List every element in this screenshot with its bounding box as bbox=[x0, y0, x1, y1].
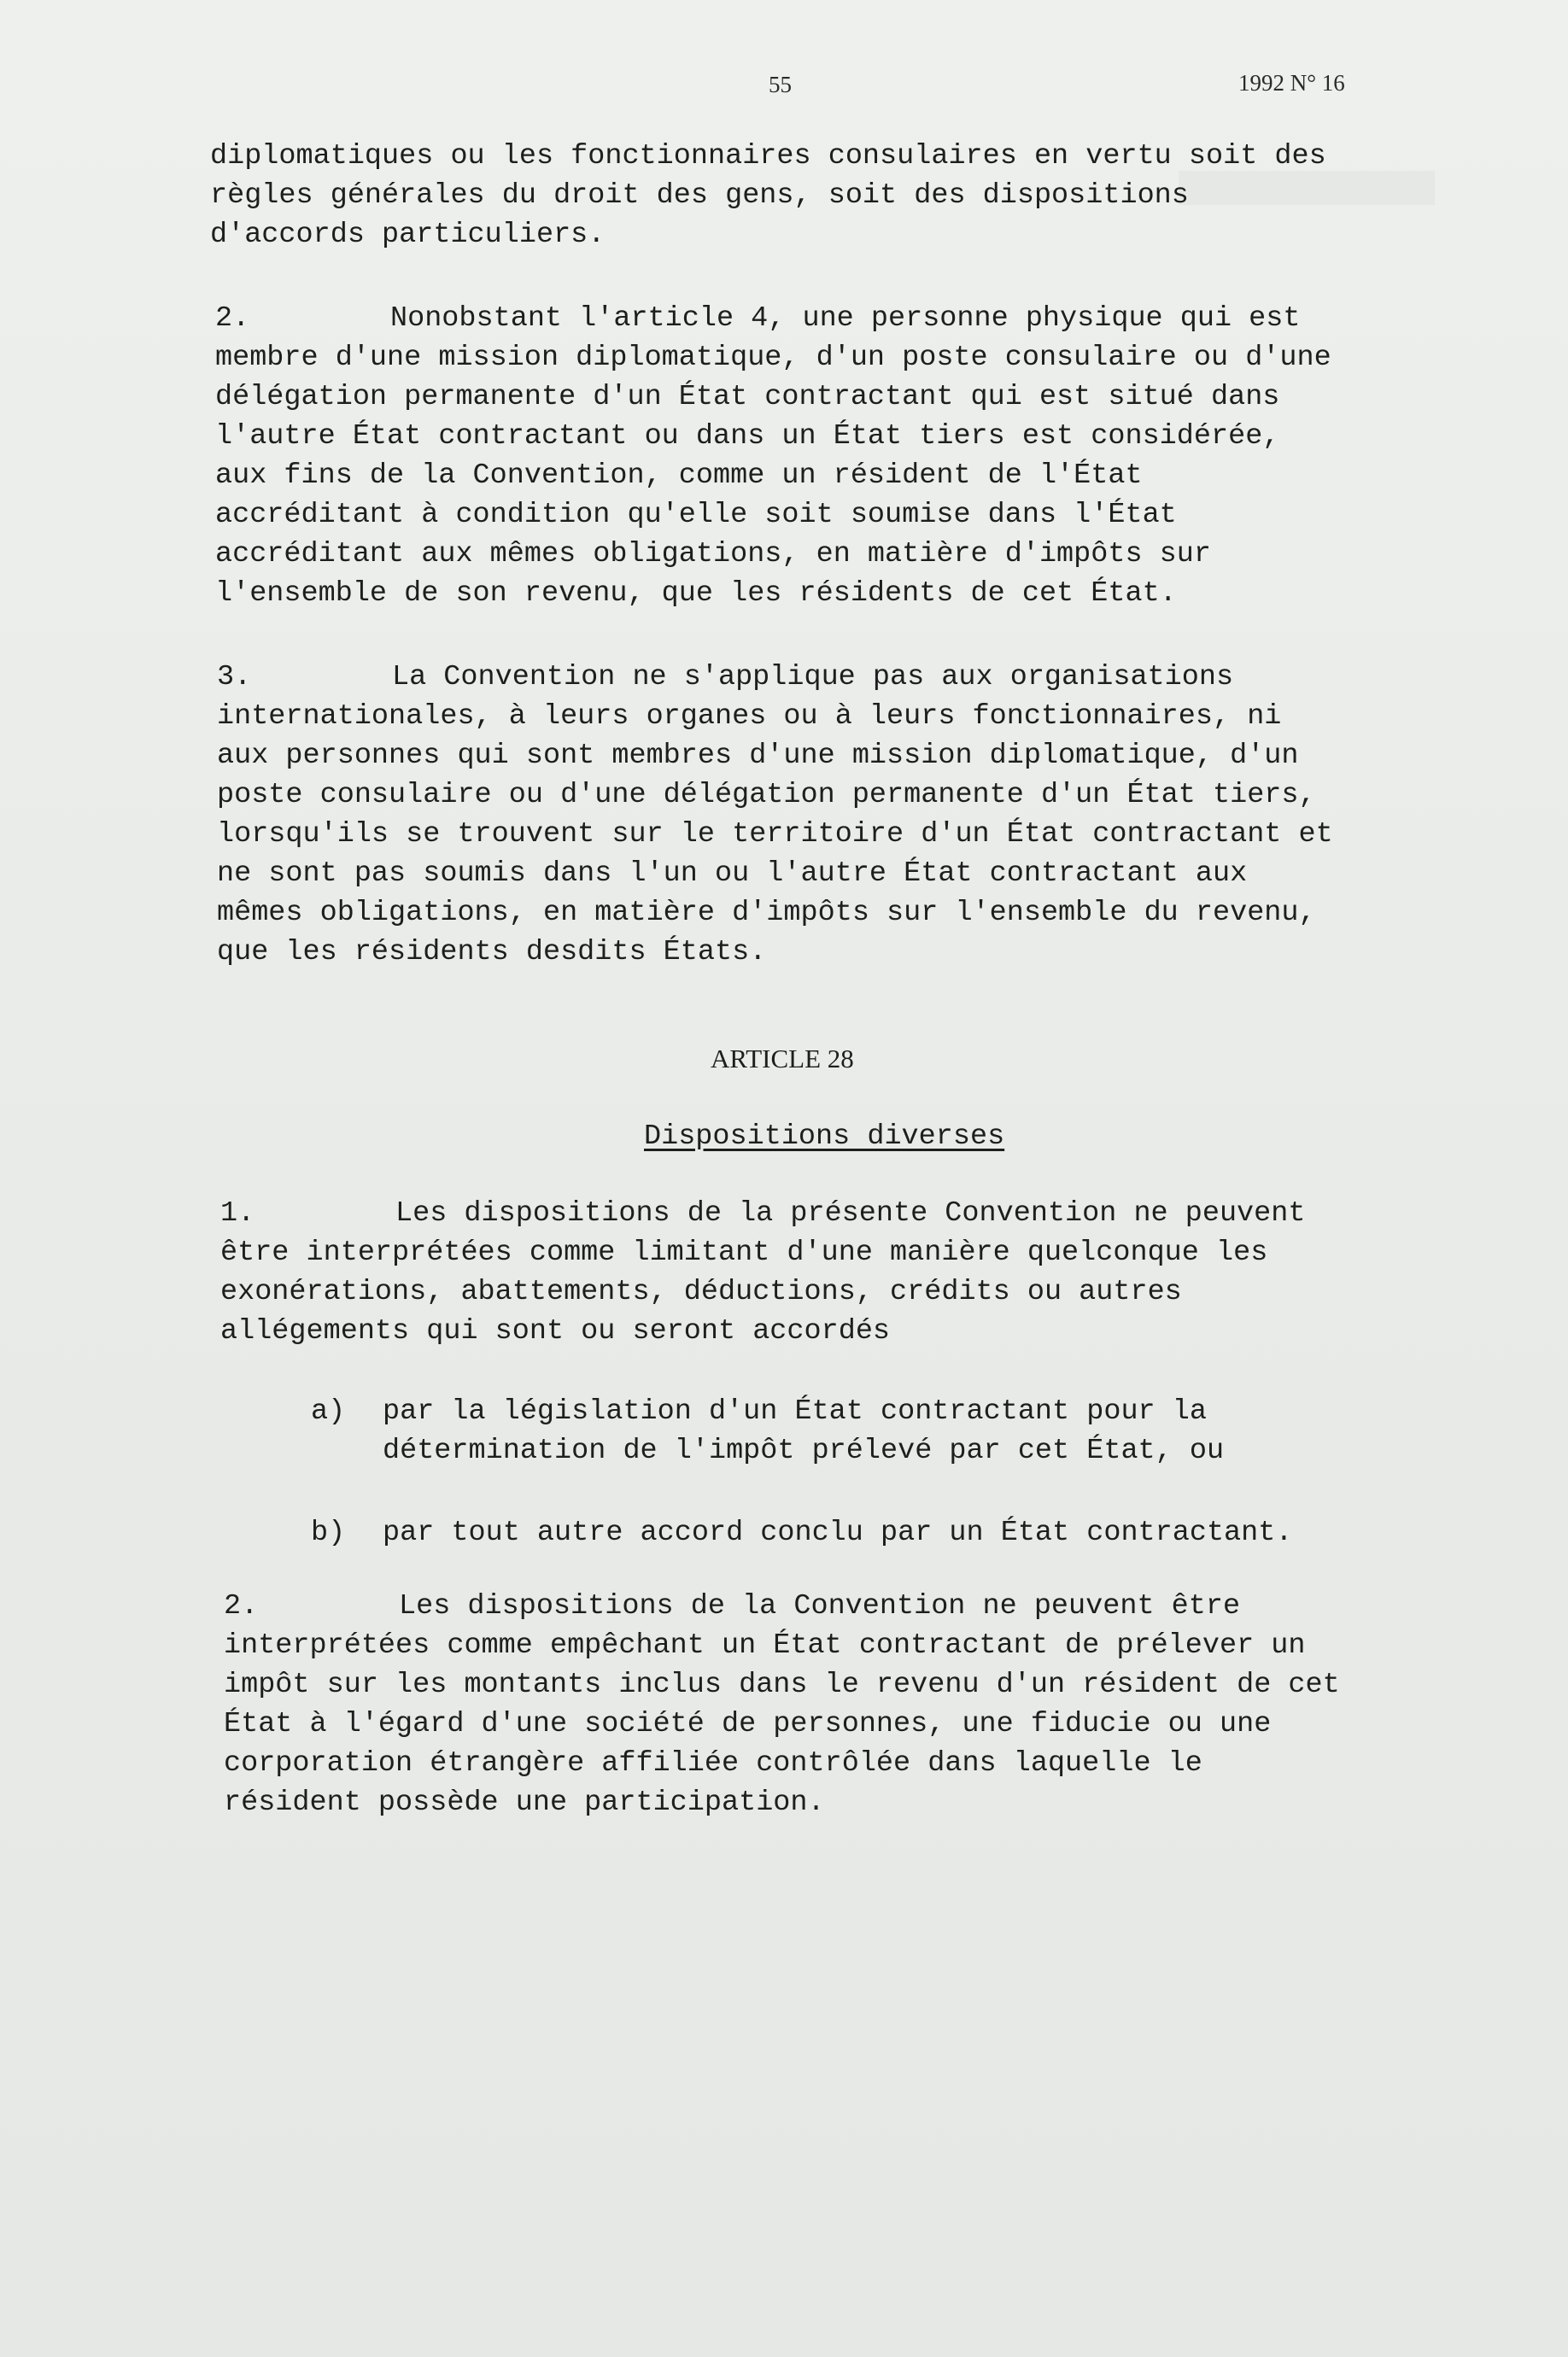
text-line: détermination de l'impôt prélevé par cet État, ou bbox=[383, 1435, 1225, 1467]
text-line: membre d'une mission diplomatique, d'un poste consulaire ou d'une bbox=[215, 342, 1331, 374]
text-line: l'autre État contractant ou dans un État tiers est considérée, bbox=[215, 420, 1280, 453]
article-title: ARTICLE 28 bbox=[711, 1044, 854, 1073]
text-line: mêmes obligations, en matière d'impôts sur l'ensemble du revenu, bbox=[217, 897, 1316, 929]
paragraph-number: 3. bbox=[217, 661, 252, 693]
item-label: a) bbox=[311, 1395, 346, 1428]
paragraph-number: 1. bbox=[220, 1197, 255, 1230]
text-line: b) par tout autre accord conclu par un État contractant. bbox=[311, 1513, 1292, 1553]
text-line: internationales, à leurs organes ou à leurs fonctionnaires, ni bbox=[217, 700, 1282, 733]
text-line: 2. Nonobstant l'article 4, une personne physique qui est bbox=[215, 299, 1331, 338]
text-line: corporation étrangère affiliée contrôlée dans laquelle le bbox=[224, 1747, 1202, 1780]
paragraph-number: 2. bbox=[215, 302, 250, 335]
list-item-a bbox=[311, 1392, 1224, 1471]
item-label: b) bbox=[311, 1517, 346, 1549]
list-item-b bbox=[311, 1513, 1292, 1553]
text-line: 2. Les dispositions de la Convention ne peuvent être bbox=[224, 1587, 1340, 1626]
text-line: être interprétées comme limitant d'une manière quelconque les bbox=[220, 1237, 1268, 1269]
text-line: État à l'égard d'une société de personnes, une fiducie ou une bbox=[224, 1708, 1272, 1740]
article-28-paragraph-2 bbox=[224, 1587, 1340, 1822]
text-line: poste consulaire ou d'une délégation permanente d'un État tiers, bbox=[217, 779, 1316, 811]
text-line: interprétées comme empêchant un État contractant de prélever un bbox=[224, 1629, 1306, 1662]
text-line: 3. La Convention ne s'applique pas aux organisations bbox=[217, 658, 1333, 697]
text-line: accréditant aux mêmes obligations, en matière d'impôts sur bbox=[215, 538, 1211, 570]
text-line: allégements qui sont ou seront accordés bbox=[220, 1315, 891, 1348]
text-line: impôt sur les montants inclus dans le revenu d'un résident de cet bbox=[224, 1669, 1340, 1701]
article-subtitle: Dispositions diverses bbox=[644, 1120, 1005, 1153]
text-line: délégation permanente d'un État contractant qui est situé dans bbox=[215, 381, 1280, 413]
text-line: l'ensemble de son revenu, que les résidents de cet État. bbox=[215, 577, 1177, 610]
text-line: accréditant à condition qu'elle soit soumise dans l'État bbox=[215, 499, 1177, 531]
text-line: a) par la législation d'un État contractant pour la bbox=[311, 1392, 1224, 1431]
text-line: aux fins de la Convention, comme un résident de l'État bbox=[215, 459, 1143, 492]
text-line: 1. Les dispositions de la présente Convention ne peuvent bbox=[220, 1194, 1305, 1233]
continuation-paragraph bbox=[210, 137, 1326, 254]
page-number: 55 bbox=[769, 72, 792, 97]
article-28-paragraph-1 bbox=[220, 1194, 1305, 1351]
text-line: que les résidents desdits États. bbox=[217, 936, 767, 968]
text-line: règles générales du droit des gens, soit des dispositions bbox=[210, 179, 1189, 212]
text-line: diplomatiques ou les fonctionnaires consulaires en vertu soit des bbox=[210, 140, 1326, 173]
paragraph-2 bbox=[215, 299, 1331, 613]
text-line: d'accords particuliers. bbox=[210, 219, 606, 251]
text-line: résident possède une participation. bbox=[224, 1787, 825, 1819]
paragraph-number: 2. bbox=[224, 1590, 259, 1623]
text-line: ne sont pas soumis dans l'un ou l'autre État contractant aux bbox=[217, 857, 1248, 890]
text-line: lorsqu'ils se trouvent sur le territoire d'un État contractant et bbox=[217, 818, 1333, 851]
paragraph-3 bbox=[217, 658, 1333, 972]
publication-reference: 1992 N° 16 bbox=[1238, 70, 1345, 96]
text-line: aux personnes qui sont membres d'une mission diplomatique, d'un bbox=[217, 740, 1299, 772]
text-line: exonérations, abattements, déductions, crédits ou autres bbox=[220, 1276, 1182, 1308]
